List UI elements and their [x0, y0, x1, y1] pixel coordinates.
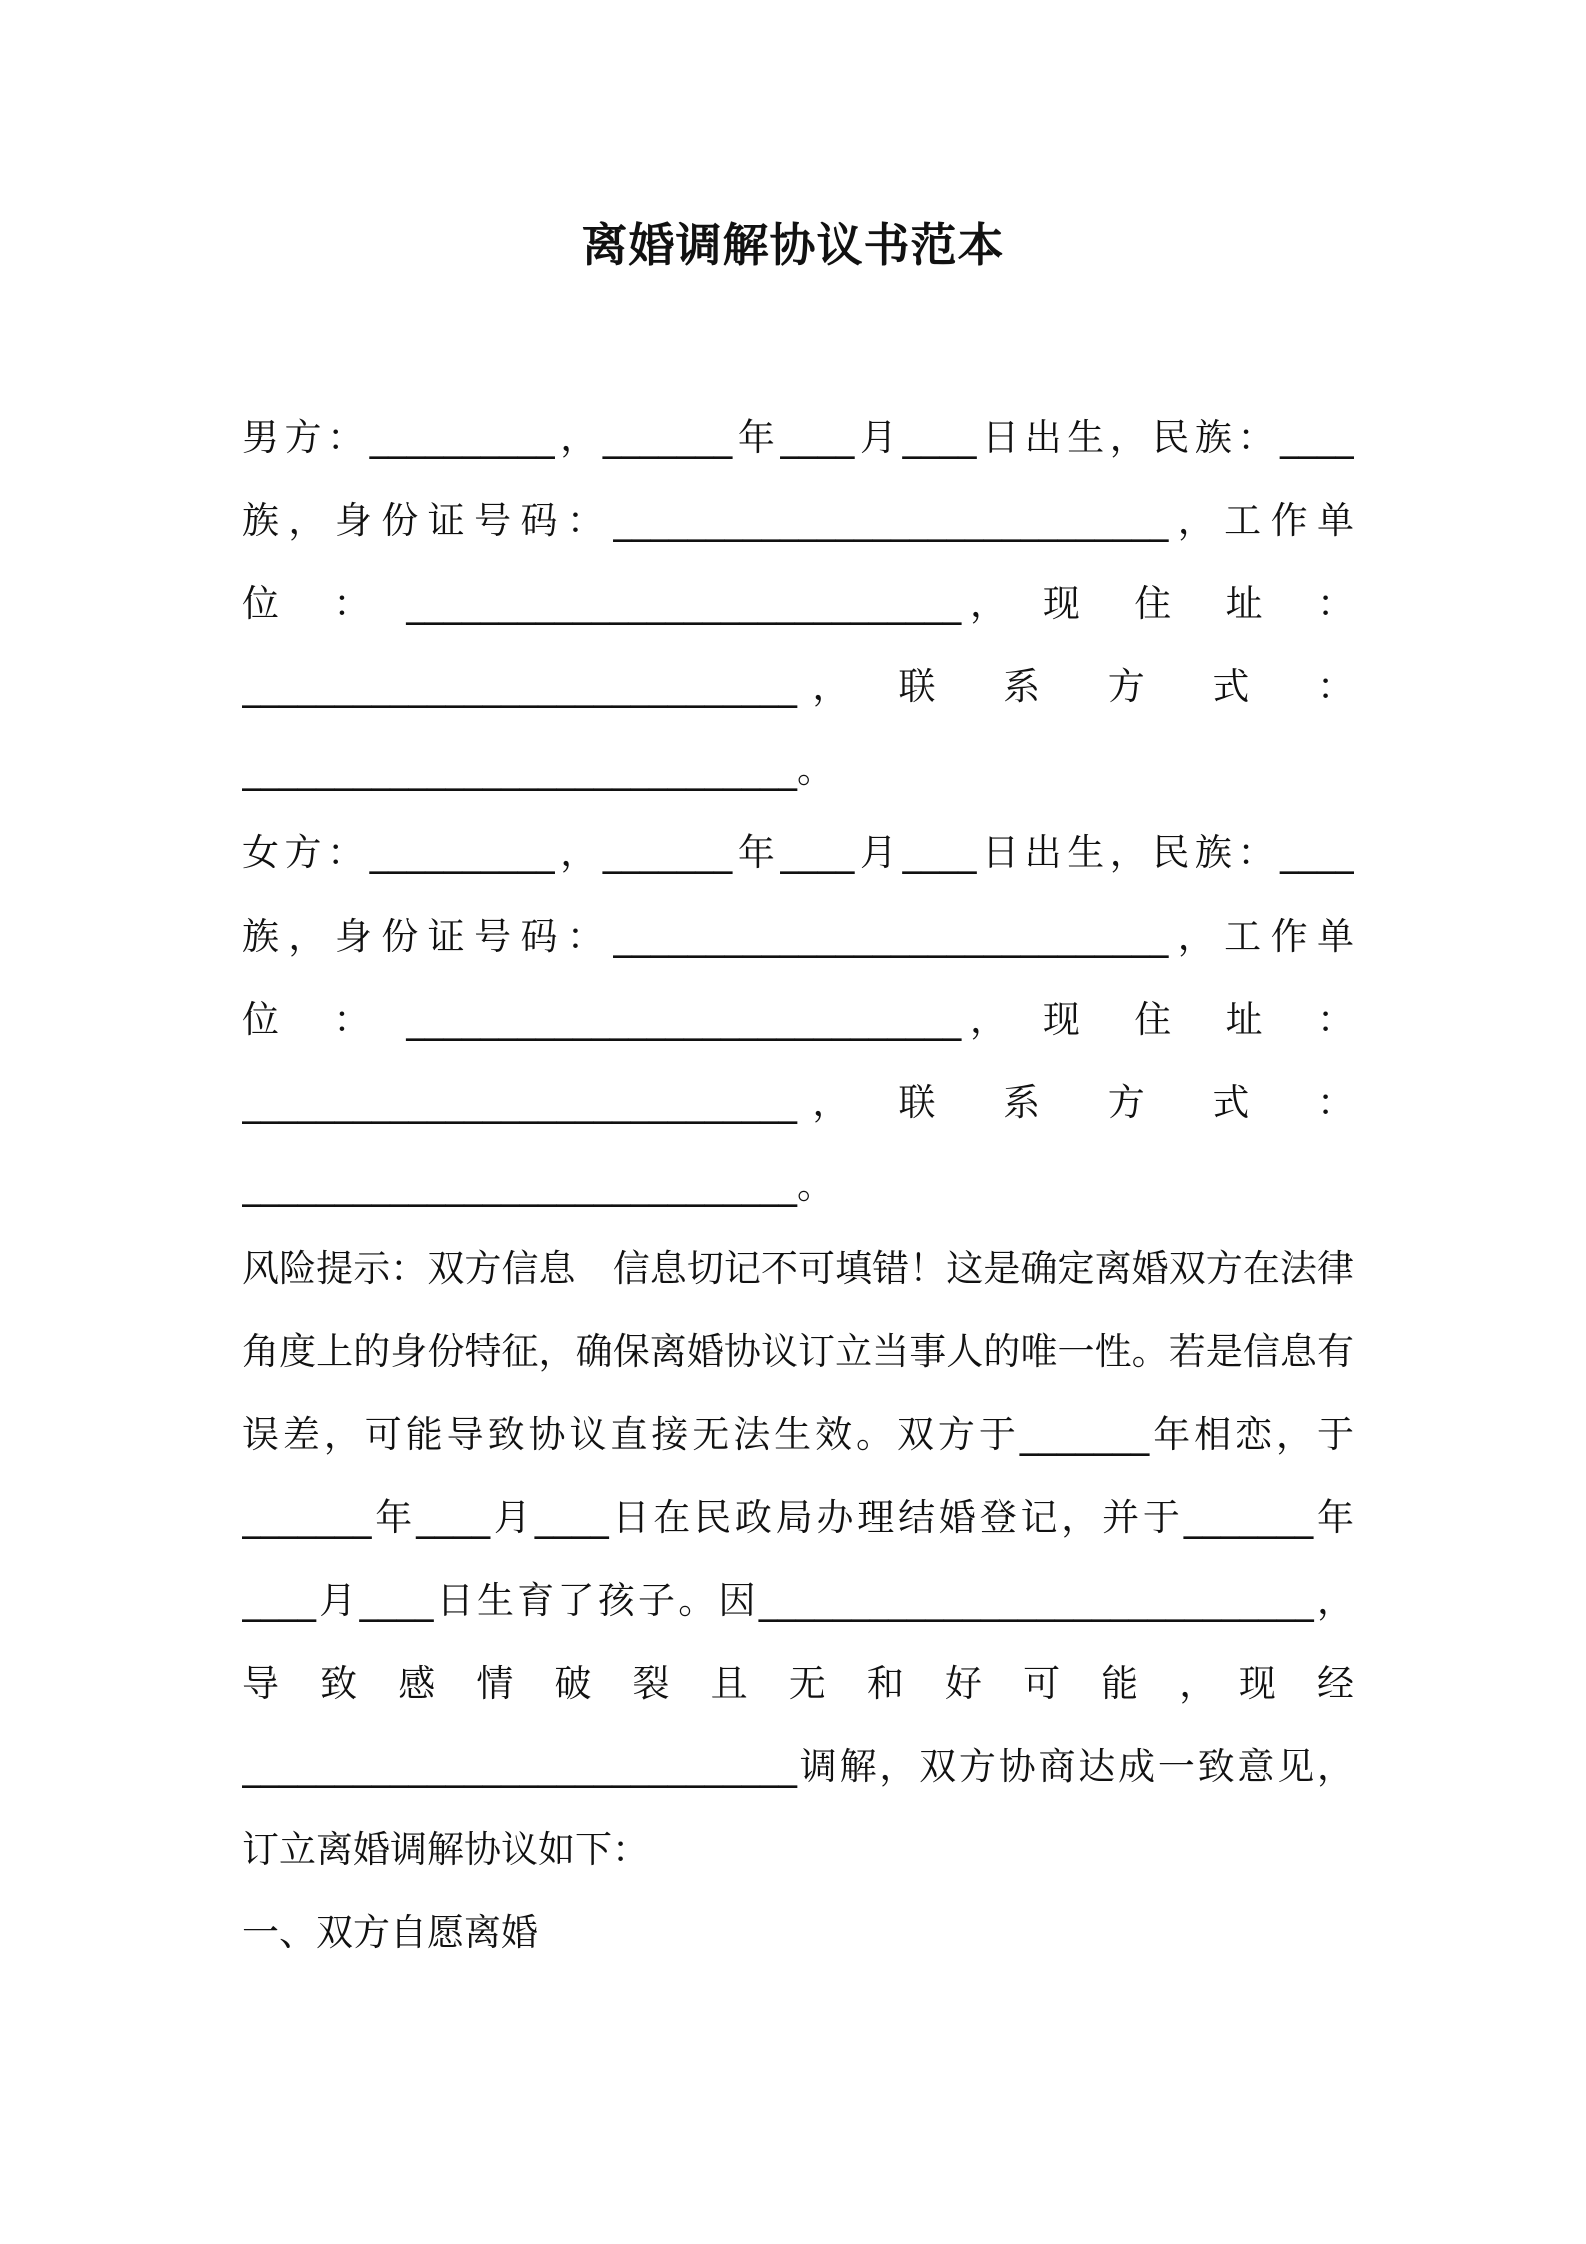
marriage-info-line-1: _______年____月____日在民政局办理结婚登记，并于_______年	[242, 1496, 1354, 1539]
risk-notice-line-2: 角度上的身份特征，确保离婚协议订立当事人的唯一性。若是信息有	[242, 1330, 1354, 1373]
male-party-line-4: ______________________________， 联 系 方 式 ：	[242, 665, 1354, 708]
male-party-line-3: 位 ： ______________________________， 现 住 址 ：	[242, 582, 1354, 625]
female-party-line-5: ______________________________。	[242, 1164, 834, 1207]
risk-notice-line-3: 误差，可能导致协议直接无法生效。双方于_______年相恋，于	[242, 1413, 1354, 1456]
marriage-info-line-4: ______________________________调解，双方协商达成一致意见，	[242, 1745, 1354, 1788]
female-party-line-1: 女方：__________，_______年____月____日出生，民族：____	[242, 831, 1354, 874]
female-party-line-2: 族，身份证号码：______________________________，工作单	[242, 915, 1354, 958]
document-title: 离婚调解协议书范本	[581, 218, 1005, 272]
female-party-line-4: ______________________________， 联 系 方 式 ：	[242, 1081, 1354, 1124]
male-party-line-5: ______________________________。	[242, 748, 834, 791]
male-party-line-1: 男方：__________，_______年____月____日出生，民族：____	[242, 416, 1354, 459]
female-party-line-3: 位 ： ______________________________， 现 住 址 ：	[242, 998, 1354, 1041]
risk-notice-line-1: 风险提示：双方信息 信息切记不可填错！这是确定离婚双方在法律	[242, 1247, 1354, 1290]
marriage-info-line-3: 导 致 感 情 破 裂 且 无 和 好 可 能 ， 现 经	[242, 1662, 1354, 1705]
section-heading-1: 一、双方自愿离婚	[242, 1911, 538, 1954]
agreement-intro: 订立离婚调解协议如下：	[242, 1828, 649, 1871]
male-party-line-2: 族，身份证号码：______________________________，工作单	[242, 499, 1354, 542]
marriage-info-line-2: ____月____日生育了孩子。因______________________________，	[242, 1579, 1354, 1622]
